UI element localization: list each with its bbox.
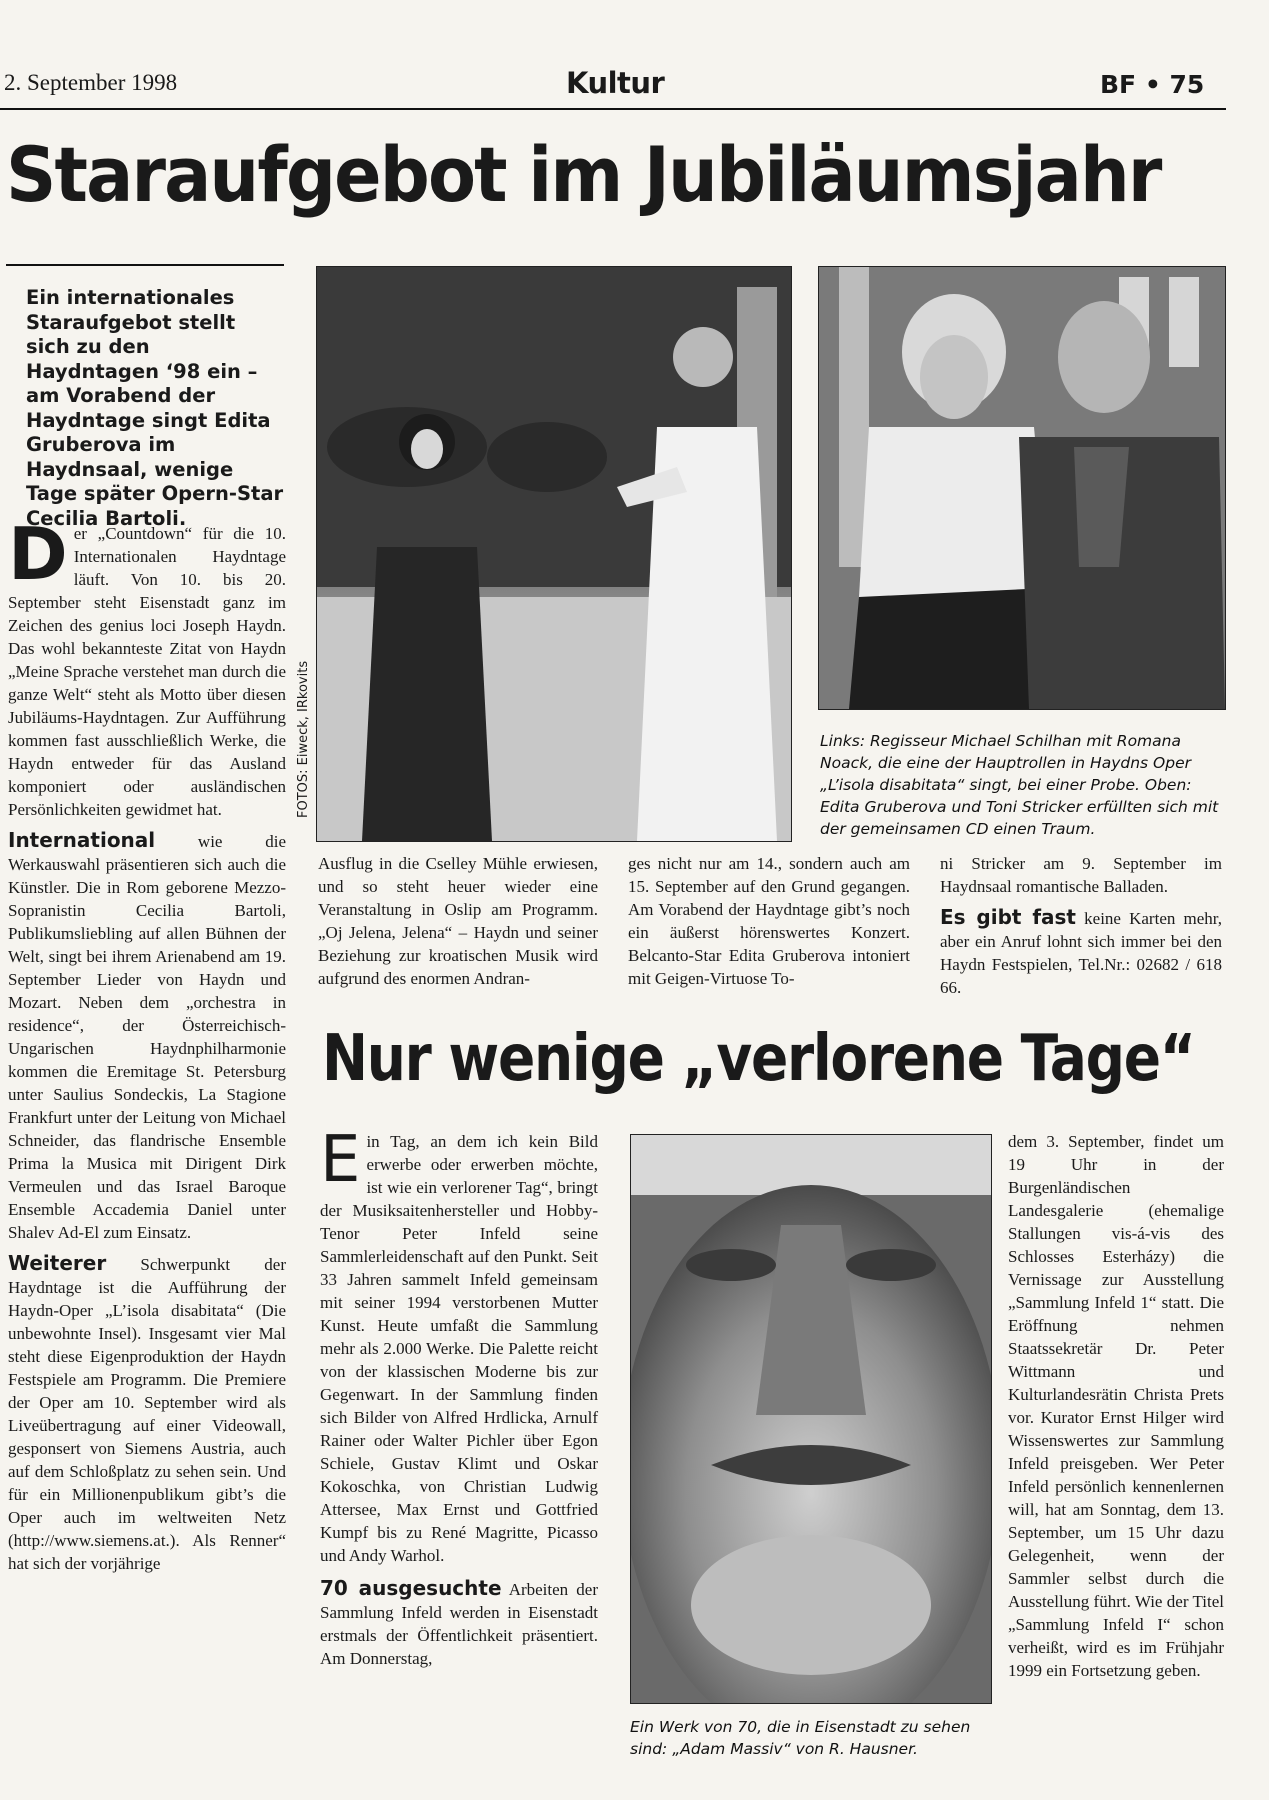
rehearsal-photo-image [317,267,791,841]
lead-rule [6,264,284,266]
paragraph: er „Countdown“ für die 10. Internationalen Haydntage läuft. Von 10. bis 20. September steht Eisenstadt ganz im Zeichen des genius loci Joseph Haydn. Das wohl bekannteste Zitat von Haydn „Meine Sprache verstehet man durch die ganze Welt“ steht als Motto über diesen Jubiläums-Haydntagen. Zur Aufführung kommen fast ausschließlich Werke, die Haydn entweder für das Ausland komponiert oder ausländischen Persönlichkeiten gewidmet hat. [8,524,286,819]
paragraph: keine Karten mehr, aber ein Anruf lohnt sich immer bei den Haydn Festspielen, Tel.Nr.: 02682 / 618 66. [940,909,1223,997]
paragraph: ni Stricker am 9. September im Haydnsaal romantische Balladen. [940,854,1222,896]
paragraph: Schwerpunkt der Haydntage ist die Aufführung der Haydn-Oper „L’isola disabitata“ (Die unbewohnte Insel). Insgesamt vier Mal steht diese Eigenproduktion der Haydn Festspiele am Programm. Die Premiere der Oper am 10. September wird als Liveübertragung auf einer Videowall, gesponsert von Siemens Austria, auch auf dem Schloßplatz zu sehen sein. Und für ein Millionenpublikum gibt’s die Oper auch im weltweiten Netz (http://www.siemens.at.). Als Renner“ hat sich der vorjährige [8,1255,286,1573]
paragraph: wie die Werkauswahl präsentieren sich auch die Künstler. Die in Rom geborene Mezzo-Sopranistin Cecilia Bartoli, Publikumsliebling auf allen Bühnen der Welt, singt bei ihrem Arienabend am 19. September Lieder von Haydn und Mozart. Neben dem „orchestra in residence“, der Österreichisch-Ungarischen Haydnphilharmonie kommen die Eremitage St. Petersburg unter Saulius Sondeckis, La Stagione Frankfurt unter der Leitung von Michael Schneider, das flandrische Ensemble Prima la Musica mit Dirigent Dirk Vermeulen und das Israel Baroque Ensemble Accademia Daniel unter Shalev Ad-El zum Einsatz. [8,832,286,1242]
page-number: BF • 75 [1100,70,1205,99]
article1-column-1 [8,522,286,1758]
photo-credit: FOTOS: Eiweck, IRkovits [296,660,311,818]
photo-caption: Links: Regisseur Michael Schilhan mit Romana Noack, die eine der Hauptrollen in Haydns Oper „L’isola disabitata“ singt, bei einer Probe. Oben: Edita Gruberova und Toni Stricker erfüllten sich mit der gemeinsamen CD einen Traum. [820,732,1219,838]
gruberova-stricker-photo [818,266,1226,710]
issue-date: 2. September 1998 [4,70,178,95]
paragraph: in Tag, an dem ich kein Bild erwerbe oder erwerben möchte, ist wie ein verlorener Tag“, bringt der Musiksaitenhersteller und Hobby-Tenor Peter Infeld seine Sammlerleidenschaft auf den Punkt. Seit 33 Jahren sammelt Infeld gemeinsam mit seiner 1994 verstorbenen Mutter Kunst. Heute umfaßt die Sammlung mehr als 2.000 Werke. Die Palette reicht von der klassischen Moderne bis zur Gegenwart. In der Sammlung finden sich Bilder von Alfred Hrdlicka, Arnulf Rainer oder Walter Pichler über Egon Schiele, Gustav Klimt und Oskar Kokoschka, von Christian Ludwig Attersee, Max Ernst und Gottfried Kumpf bis zu René Magritte, Picasso und Andy Warhol. [320,1132,598,1565]
article2-column-3: dem 3. September, findet um 19 Uhr in der Burgenländischen Landesgalerie (ehemalige Stallungen vis-á-vis des Schlosses Esterházy) die Vernissage zur Ausstellung „Sammlung Infeld 1“ statt. Die Eröffnung nehmen Staatssekretär Dr. Peter Wittmann und Kulturlandesrätin Christa Prets vor. Kurator Ernst Hilger wird Wissenswertes zur Sammlung Infeld preisgeben. Wer Peter Infeld persönlich kennenlernen will, hat am Sonntag, dem 13. September, um 15 Uhr dazu Gelegenheit, wenn der Sammler selbst durch die Ausstellung führt. Wie der Titel „Sammlung Infeld I“ schon verheißt, wird es im Frühjahr 1999 ein Fortsetzung geben. [1008,1132,1224,1680]
dropcap: E [320,1123,361,1197]
run-in-heading: Es gibt fast [940,905,1076,929]
run-in-heading: International [8,828,156,852]
gruberova-stricker-image [819,267,1225,709]
run-in-heading: Weiterer [8,1251,107,1275]
headline-verlorene-tage: Nur wenige „verlorene Tage“ [322,1022,1195,1096]
article2-column-1 [320,1123,598,1670]
article1-column-2: Ausflug in die Cselley Mühle erwiesen, und so steht heuer wieder eine Veranstaltung in Oslip am Programm. „Oj Jelena, Jelena“ – Haydn und seiner Beziehung zur kroatischen Musik wird aufgrund des enormen Andran- [318,854,598,988]
header-rule [0,108,1226,110]
artwork-adam-massiv [630,1134,992,1704]
artwork-caption: Ein Werk von 70, die in Eisenstadt zu sehen sind: „Adam Massiv“ von R. Hausner. [630,1718,971,1758]
article-lead: Ein internationales Staraufgebot stellt sich zu den Haydntagen ‘98 ein – am Vorabend der Haydntage singt Edita Gruberova im Haydnsaal, wenige Tage später Opern-Star Cecilia Bartoli. [26,286,284,530]
headline-staraufgebot: Staraufgebot im Jubiläumsjahr [6,130,1161,219]
run-in-heading: 70 ausgesuchte [320,1576,502,1600]
artwork-image [631,1135,991,1703]
section-title: Kultur [566,66,665,100]
article1-column-3: ges nicht nur am 14., sondern auch am 15. September auf den Grund gegangen. Am Vorabend der Haydntage gibt’s noch ein äußerst hörenswertes Konzert. Belcanto-Star Edita Gruberova intoniert mit Geigen-Virtuose To- [628,854,910,988]
rehearsal-photo [316,266,792,842]
article1-column-4 [940,852,1222,999]
paragraph: Arbeiten der Sammlung Infeld werden in Eisenstadt erstmals der Öffentlichkeit präsentiert. Am Donnerstag, [320,1580,598,1668]
dropcap: D [8,522,68,596]
